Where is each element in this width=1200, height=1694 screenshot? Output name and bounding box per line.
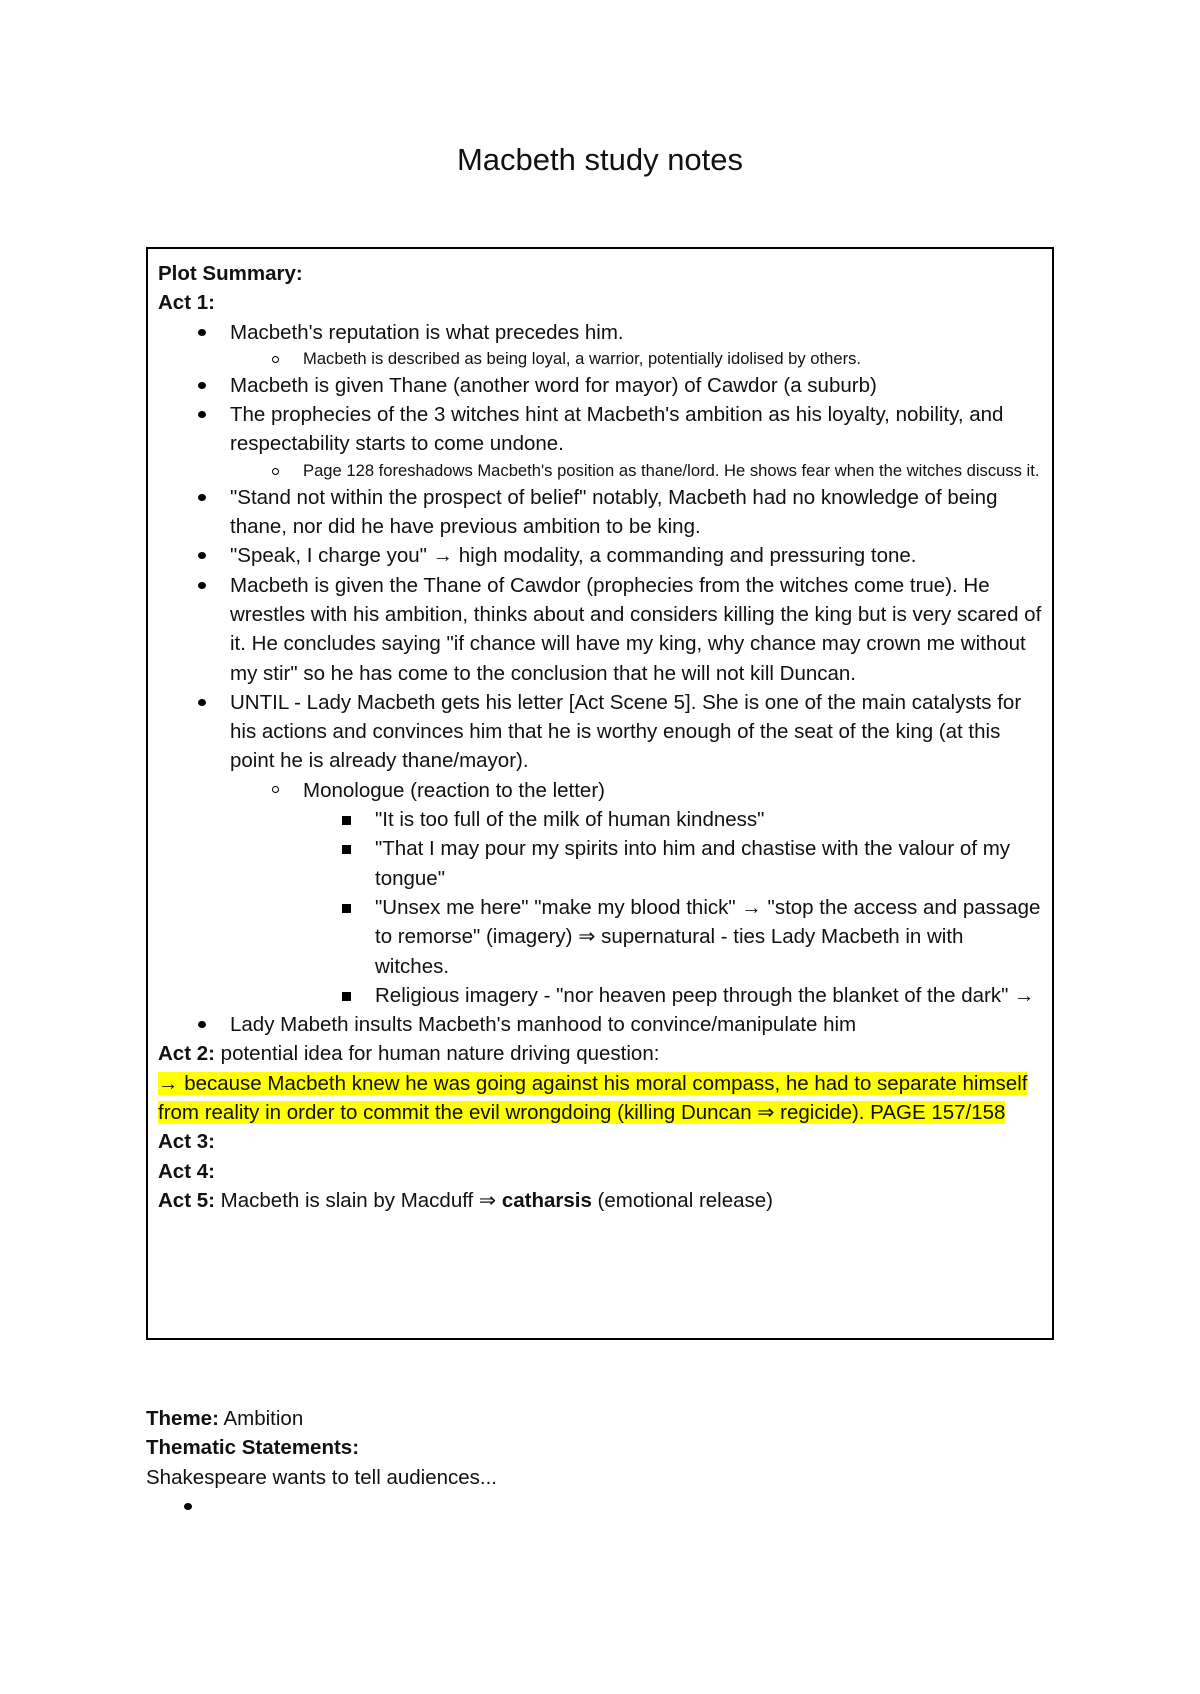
list-item: "Stand not within the prospect of belief" notably, Macbeth had no knowledge of being thane, nor did he have previous ambition to be king. (158, 483, 1042, 542)
hollow-bullet-icon (272, 468, 279, 475)
bullet-icon (198, 582, 206, 589)
theme-value: Ambition (218, 1407, 304, 1430)
page-title: Macbeth study notes (456, 142, 744, 177)
act5-tail: (emotional release) (591, 1188, 774, 1212)
list-item: Page 128 foreshadows Macbeth's position as thane/lord. He shows fear when the witches discuss it. (158, 459, 1042, 483)
list-item: "Speak, I charge you" → high modality, a commanding and pressuring tone. (158, 541, 1042, 570)
square-bullet-icon (342, 904, 351, 913)
bullet-icon (198, 411, 206, 418)
plot-summary-box (146, 247, 1054, 1340)
square-bullet-icon (342, 816, 351, 825)
theme-section (146, 1404, 1054, 1522)
bullet-icon (184, 1503, 192, 1510)
act1-label: Act 1: (158, 291, 215, 315)
act2-text: potential idea for human nature driving question: (214, 1042, 660, 1066)
act5-label: Act 5: (158, 1188, 215, 1212)
list-item: "It is too full of the milk of human kindness" (158, 805, 1042, 834)
bullet-icon (198, 552, 206, 559)
thematic-intro: Shakespeare wants to tell audiences... (146, 1465, 497, 1489)
act2-label: Act 2: (158, 1042, 215, 1066)
act5-line (158, 1186, 1042, 1215)
theme-line (146, 1404, 1054, 1433)
list-item: UNTIL - Lady Macbeth gets his letter [Act Scene 5]. She is one of the main catalysts for his actions and convinces him that he is worthy enough of the seat of the king (at this point he is already thane/mayor). (158, 688, 1042, 776)
list-item: Macbeth's reputation is what precedes him. (158, 318, 1042, 347)
act1-list (158, 318, 1042, 1040)
list-item (146, 1492, 1054, 1522)
bullet-icon (198, 382, 206, 389)
plot-summary-heading: Plot Summary: (158, 262, 303, 285)
bullet-icon (198, 699, 206, 706)
list-item: Macbeth is described as being loyal, a warrior, potentially idolised by others. (158, 347, 1042, 371)
list-item: Religious imagery - "nor heaven peep through the blanket of the dark" → (158, 981, 1042, 1010)
act2-highlight: → because Macbeth knew he was going against his moral compass, he had to separate himself from reality in order to commit the evil wrongdoing (killing Duncan ⇒ regicide). PAGE 157/158 (158, 1071, 1028, 1125)
act3-label: Act 3: (158, 1130, 215, 1154)
bullet-icon (198, 329, 206, 336)
theme-label: Theme: (146, 1407, 219, 1430)
act2-highlight-line (158, 1069, 1042, 1128)
act5-text: Macbeth is slain by Macduff ⇒ (214, 1188, 502, 1212)
list-item: Lady Mabeth insults Macbeth's manhood to convince/manipulate him (158, 1010, 1042, 1039)
square-bullet-icon (342, 992, 351, 1001)
list-item: "That I may pour my spirits into him and chastise with the valour of my tongue" (158, 834, 1042, 893)
square-bullet-icon (342, 845, 351, 854)
list-item: "Unsex me here" "make my blood thick" → "stop the access and passage to remorse" (imagery) ⇒ supernatural - ties Lady Macbeth in with witches. (158, 893, 1042, 981)
act4-label: Act 4: (158, 1159, 215, 1183)
list-item: The prophecies of the 3 witches hint at Macbeth's ambition as his loyalty, nobility, and respectability starts to come undone. (158, 400, 1042, 459)
thematic-statements-label: Thematic Statements: (146, 1436, 360, 1460)
hollow-bullet-icon (272, 786, 279, 793)
hollow-bullet-icon (272, 356, 279, 363)
list-item: Macbeth is given the Thane of Cawdor (prophecies from the witches come true). He wrestles with his ambition, thinks about and considers killing the king but is very scared of it. He concludes saying "if chance will have my king, why chance may crown me without my stir" so he has come to the conclusion that he will not kill Duncan. (158, 571, 1042, 688)
act2-line (158, 1039, 1042, 1068)
list-item: Macbeth is given Thane (another word for mayor) of Cawdor (a suburb) (158, 371, 1042, 400)
list-item: Monologue (reaction to the letter) (158, 776, 1042, 805)
act5-bold: catharsis (501, 1188, 592, 1212)
bullet-icon (198, 494, 206, 501)
bullet-icon (198, 1021, 206, 1028)
